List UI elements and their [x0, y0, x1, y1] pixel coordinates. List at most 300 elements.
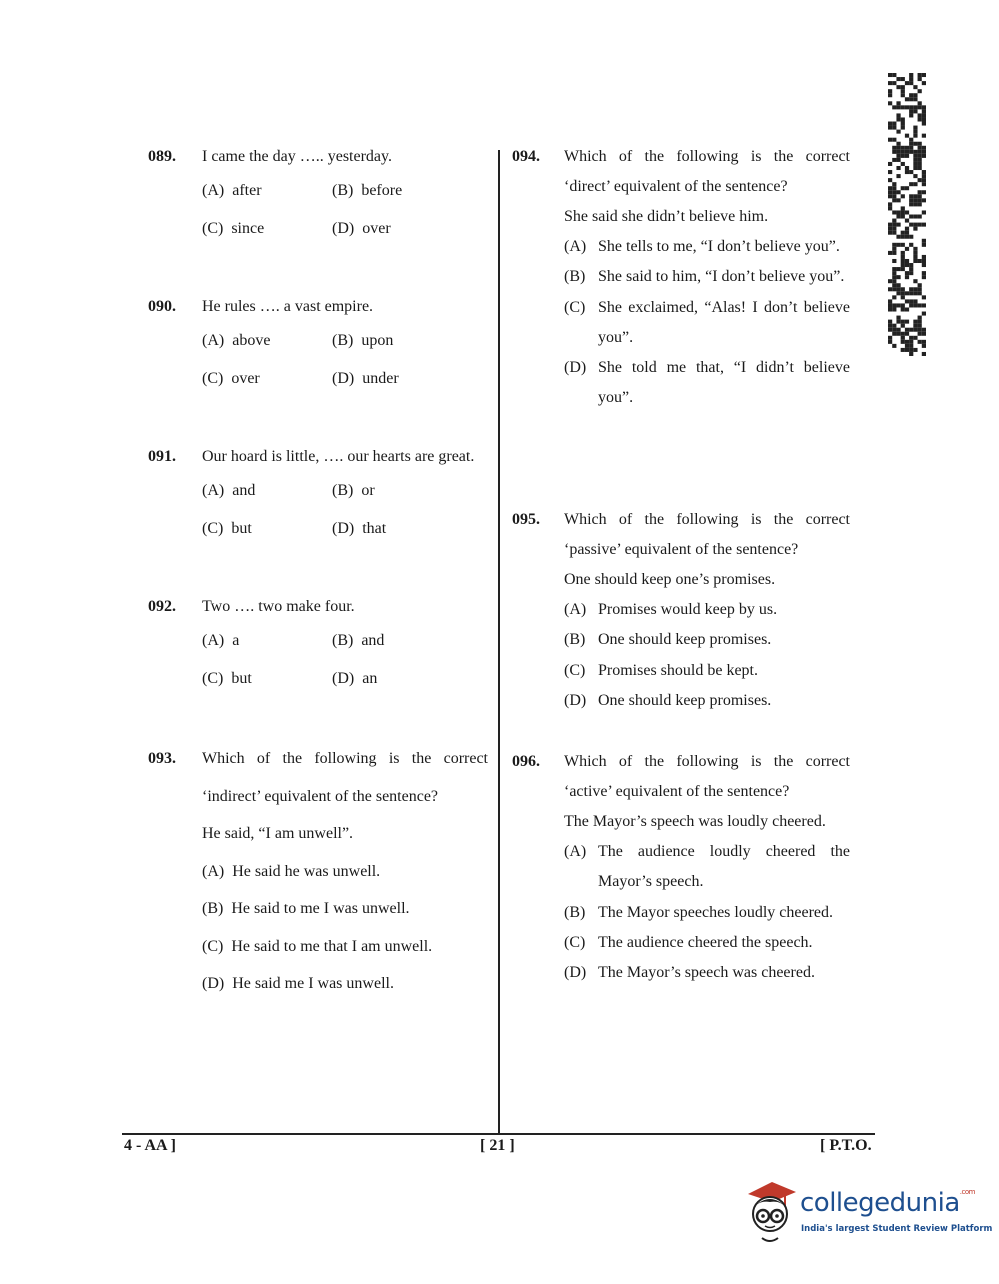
qr-cell: [896, 291, 900, 295]
option-b[interactable]: [564, 625, 850, 655]
option-text: The audience loudly cheered the Mayor’s speech.: [598, 843, 850, 891]
qr-cell: [905, 328, 909, 332]
qr-cell: [901, 105, 905, 109]
option-a[interactable]: [202, 853, 488, 891]
option-label: (C): [202, 519, 224, 537]
qr-cell: [892, 307, 896, 311]
qr-cell: [913, 227, 917, 231]
qr-cell: [918, 320, 922, 324]
qr-cell: [918, 194, 922, 198]
option-text: One should keep promises.: [598, 631, 772, 649]
qr-cell: [888, 73, 892, 77]
qr-cell: [901, 324, 905, 328]
question-sentence: She said she didn’t believe him.: [564, 208, 769, 225]
qr-cell: [913, 97, 917, 101]
qr-cell: [905, 263, 909, 267]
qr-cell: [918, 154, 922, 158]
qr-cell: [909, 223, 913, 227]
qr-cell: [888, 170, 892, 174]
qr-cell: [892, 198, 896, 202]
option-d[interactable]: [564, 353, 850, 414]
qr-cell: [918, 178, 922, 182]
qr-cell: [901, 126, 905, 130]
qr-cell: [892, 251, 896, 255]
option-a[interactable]: [202, 172, 332, 210]
qr-cell: [901, 154, 905, 158]
qr-cell: [888, 324, 892, 328]
qr-cell: [922, 295, 926, 299]
qr-cell: [922, 170, 926, 174]
option-text: The Mayor’s speech was cheered.: [598, 964, 815, 982]
option-a[interactable]: [202, 622, 332, 660]
option-d[interactable]: [202, 965, 488, 1003]
qr-cell: [892, 328, 896, 332]
option-a[interactable]: [564, 595, 850, 625]
qr-cell: [909, 73, 913, 77]
qr-cell: [913, 223, 917, 227]
qr-cell: [918, 190, 922, 194]
option-label: (D): [564, 359, 587, 377]
qr-cell: [892, 303, 896, 307]
qr-cell: [888, 202, 892, 206]
option-label: (C): [564, 661, 586, 679]
qr-cell: [901, 332, 905, 336]
qr-cell: [922, 312, 926, 316]
qr-cell: [892, 259, 896, 263]
qr-cell: [913, 247, 917, 251]
qr-cell: [922, 340, 926, 344]
qr-cell: [905, 166, 909, 170]
qr-cell: [905, 291, 909, 295]
qr-cell: [913, 279, 917, 283]
option-d[interactable]: [332, 510, 482, 548]
qr-cell: [901, 267, 905, 271]
qr-cell: [896, 146, 900, 150]
option-label: (B): [564, 903, 586, 921]
qr-cell: [905, 307, 909, 311]
qr-cell: [888, 279, 892, 283]
qr-cell: [913, 109, 917, 113]
qr-cell: [901, 194, 905, 198]
qr-cell: [905, 219, 909, 223]
qr-cell: [888, 186, 892, 190]
qr-cell: [909, 303, 913, 307]
qr-cell: [909, 336, 913, 340]
qr-cell: [913, 162, 917, 166]
qr-cell: [913, 299, 917, 303]
qr-cell: [913, 130, 917, 134]
question-091: [148, 442, 488, 592]
qr-cell: [892, 150, 896, 154]
qr-cell: [918, 150, 922, 154]
option-text: She exclaimed, “Alas! I don’t believe you”.: [598, 298, 850, 346]
qr-cell: [913, 198, 917, 202]
qr-cell: [905, 344, 909, 348]
qr-cell: [888, 138, 892, 142]
option-label: (C): [564, 298, 586, 316]
option-text: since: [231, 219, 265, 237]
option-label: (B): [564, 268, 586, 286]
qr-cell: [918, 77, 922, 81]
qr-cell: [913, 126, 917, 130]
qr-cell: [918, 101, 922, 105]
option-text: but: [231, 669, 252, 687]
qr-cell: [888, 320, 892, 324]
qr-cell: [913, 291, 917, 295]
option-text: Promises would keep by us.: [598, 601, 778, 618]
option-label: (C): [202, 937, 224, 955]
qr-cell: [892, 243, 896, 247]
qr-cell: [922, 344, 926, 348]
qr-cell: [905, 227, 909, 231]
qr-cell: [892, 186, 896, 190]
qr-cell: [913, 85, 917, 89]
qr-cell: [896, 113, 900, 117]
qr-cell: [901, 287, 905, 291]
qr-cell: [892, 182, 896, 186]
qr-cell: [901, 215, 905, 219]
qr-cell: [905, 186, 909, 190]
qr-cell: [909, 142, 913, 146]
qr-cell: [896, 243, 900, 247]
option-c[interactable]: [564, 293, 850, 354]
qr-cell: [888, 251, 892, 255]
qr-cell: [896, 77, 900, 81]
qr-cell: [905, 320, 909, 324]
qr-cell: [901, 150, 905, 154]
qr-cell: [909, 271, 913, 275]
option-a[interactable]: [564, 232, 850, 262]
qr-cell: [892, 287, 896, 291]
qr-cell: [909, 291, 913, 295]
option-text: She tells to me, “I don’t believe you”.: [598, 238, 840, 255]
qr-cell: [913, 303, 917, 307]
qr-cell: [905, 348, 909, 352]
question-093: [148, 740, 488, 1003]
qr-cell: [905, 150, 909, 154]
question-sentence: He said, “I am unwell”.: [202, 825, 354, 842]
qr-cell: [922, 263, 926, 267]
logo-wordmark: collegedunia$^{.com}$: [800, 1188, 975, 1218]
qr-cell: [892, 283, 896, 287]
qr-pattern-icon: [888, 73, 926, 356]
option-label: (C): [202, 219, 224, 237]
qr-cell: [888, 231, 892, 235]
qr-cell: [909, 182, 913, 186]
question-number: 089.: [148, 148, 176, 165]
qr-cell: [901, 235, 905, 239]
qr-cell: [909, 267, 913, 271]
option-label: (B): [202, 900, 224, 917]
question-sentence: One should keep one’s promises.: [564, 571, 776, 588]
qr-cell: [901, 77, 905, 81]
question-text: I came the day ….. yesterday.: [202, 148, 392, 165]
qr-cell: [901, 162, 905, 166]
qr-cell: [896, 316, 900, 320]
qr-cell: [896, 101, 900, 105]
qr-cell: [896, 158, 900, 162]
qr-cell: [922, 271, 926, 275]
option-label: (A): [202, 862, 225, 880]
option-b[interactable]: [202, 890, 488, 928]
qr-cell: [909, 235, 913, 239]
question-number: 095.: [512, 511, 540, 528]
qr-cell: [892, 138, 896, 142]
qr-cell: [909, 138, 913, 142]
option-label: (B): [564, 631, 586, 649]
qr-cell: [918, 223, 922, 227]
qr-cell: [918, 142, 922, 146]
qr-cell: [913, 255, 917, 259]
qr-cell: [905, 259, 909, 263]
option-text: that: [362, 519, 387, 537]
option-label: (C): [202, 669, 224, 687]
option-c[interactable]: [202, 928, 488, 966]
option-d[interactable]: [332, 360, 482, 398]
qr-cell: [892, 223, 896, 227]
qr-cell: [913, 150, 917, 154]
option-text: One should keep promises.: [598, 691, 772, 709]
qr-cell: [918, 117, 922, 121]
qr-cell: [913, 287, 917, 291]
qr-cell: [896, 166, 900, 170]
qr-cell: [922, 109, 926, 113]
qr-cell: [896, 303, 900, 307]
qr-cell: [896, 235, 900, 239]
qr-cell: [892, 122, 896, 126]
qr-cell: [918, 73, 922, 77]
qr-cell: [913, 134, 917, 138]
qr-cell: [888, 162, 892, 166]
qr-cell: [922, 113, 926, 117]
qr-cell: [922, 328, 926, 332]
option-a[interactable]: [564, 837, 850, 898]
qr-cell: [909, 146, 913, 150]
qr-cell: [922, 146, 926, 150]
option-b[interactable]: [332, 322, 482, 360]
option-c[interactable]: [202, 660, 332, 698]
option-label: (A): [564, 601, 587, 618]
qr-cell: [892, 81, 896, 85]
qr-cell: [892, 146, 896, 150]
qr-cell: [888, 81, 892, 85]
qr-cell: [918, 166, 922, 170]
qr-cell: [909, 198, 913, 202]
qr-cell: [922, 332, 926, 336]
qr-cell: [913, 194, 917, 198]
qr-cell: [888, 287, 892, 291]
qr-cell: [909, 97, 913, 101]
question-text: Which of the following is the correct ‘direct’ equivalent of the sentence?: [564, 148, 850, 195]
option-c[interactable]: [202, 210, 332, 248]
qr-cell: [901, 251, 905, 255]
qr-cell: [922, 223, 926, 227]
qr-cell: [892, 126, 896, 130]
qr-cell: [913, 251, 917, 255]
qr-cell: [922, 150, 926, 154]
option-b[interactable]: [332, 472, 482, 510]
qr-cell: [905, 299, 909, 303]
option-label: (D): [202, 975, 225, 992]
qr-cell: [913, 154, 917, 158]
qr-cell: [892, 219, 896, 223]
option-b[interactable]: [332, 172, 482, 210]
left-column: [148, 142, 488, 1003]
question-text: Which of the following is the correct ‘passive’ equivalent of the sentence?: [564, 511, 850, 558]
question-number: 090.: [148, 298, 176, 315]
qr-cell: [909, 263, 913, 267]
qr-cell: [888, 340, 892, 344]
option-a[interactable]: [202, 322, 332, 360]
qr-cell: [918, 259, 922, 263]
qr-cell: [905, 146, 909, 150]
option-label: (C): [564, 933, 586, 951]
qr-cell: [888, 206, 892, 210]
qr-cell: [888, 307, 892, 311]
question-number: 094.: [512, 148, 540, 165]
qr-cell: [913, 158, 917, 162]
question-sentence: The Mayor’s speech was loudly cheered.: [564, 813, 826, 830]
options: [202, 322, 488, 397]
qr-cell: [888, 122, 892, 126]
qr-cell: [905, 247, 909, 251]
qr-cell: [909, 194, 913, 198]
qr-cell: [909, 215, 913, 219]
qr-cell: [909, 287, 913, 291]
qr-cell: [892, 247, 896, 251]
option-text: under: [362, 369, 399, 387]
qr-cell: [913, 142, 917, 146]
qr-cell: [892, 324, 896, 328]
qr-cell: [896, 117, 900, 121]
logo-tagline: India's largest Student Review Platform: [801, 1224, 993, 1234]
qr-cell: [901, 210, 905, 214]
qr-cell: [896, 223, 900, 227]
option-label: (A): [564, 843, 587, 860]
qr-cell: [913, 320, 917, 324]
qr-cell: [913, 348, 917, 352]
option-text: He said to me I was unwell.: [231, 900, 410, 917]
option-text: above: [232, 332, 271, 349]
qr-cell: [905, 105, 909, 109]
option-text: a: [232, 632, 240, 649]
qr-cell: [896, 174, 900, 178]
qr-cell: [896, 190, 900, 194]
qr-cell: [905, 340, 909, 344]
option-c[interactable]: [202, 360, 332, 398]
qr-cell: [909, 328, 913, 332]
option-label: (D): [564, 691, 587, 709]
qr-cell: [896, 85, 900, 89]
qr-cell: [892, 344, 896, 348]
option-label: (A): [202, 632, 225, 649]
qr-cell: [901, 93, 905, 97]
option-c[interactable]: [564, 928, 850, 958]
qr-cell: [909, 93, 913, 97]
qr-cell: [892, 275, 896, 279]
option-d[interactable]: [332, 210, 482, 248]
question-text: Two …. two make four.: [202, 598, 355, 615]
option-label: (B): [332, 182, 354, 199]
option-text: but: [231, 519, 252, 537]
qr-cell: [909, 109, 913, 113]
option-label: (A): [202, 182, 225, 199]
qr-cell: [909, 113, 913, 117]
qr-cell: [896, 105, 900, 109]
qr-cell: [901, 307, 905, 311]
option-b[interactable]: [564, 898, 850, 928]
option-c[interactable]: [202, 510, 332, 548]
option-label: (C): [202, 369, 224, 387]
qr-cell: [918, 328, 922, 332]
option-text: after: [232, 182, 262, 199]
qr-cell: [901, 295, 905, 299]
qr-cell: [909, 348, 913, 352]
qr-cell: [922, 73, 926, 77]
qr-cell: [901, 303, 905, 307]
qr-cell: [905, 81, 909, 85]
option-label: (B): [332, 482, 354, 499]
option-a[interactable]: [202, 472, 332, 510]
qr-cell: [909, 105, 913, 109]
options: [202, 622, 488, 697]
qr-cell: [913, 174, 917, 178]
qr-cell: [918, 287, 922, 291]
option-d[interactable]: [564, 686, 850, 716]
question-number: 093.: [148, 750, 176, 767]
options: [202, 172, 488, 247]
qr-cell: [896, 287, 900, 291]
qr-cell: [909, 299, 913, 303]
qr-cell: [905, 332, 909, 336]
qr-cell: [913, 324, 917, 328]
option-c[interactable]: [564, 656, 850, 686]
qr-cell: [896, 320, 900, 324]
qr-cell: [892, 279, 896, 283]
qr-cell: [909, 344, 913, 348]
qr-cell: [888, 328, 892, 332]
qr-cell: [905, 271, 909, 275]
qr-cell: [918, 303, 922, 307]
qr-cell: [892, 158, 896, 162]
qr-cell: [896, 198, 900, 202]
qr-cell: [905, 231, 909, 235]
qr-cell: [918, 324, 922, 328]
qr-cell: [913, 166, 917, 170]
question-number: 091.: [148, 448, 176, 465]
option-text: The Mayor speeches loudly cheered.: [598, 903, 834, 921]
option-text: and: [232, 482, 256, 499]
qr-cell: [922, 255, 926, 259]
option-d[interactable]: [564, 958, 850, 988]
qr-cell: [892, 194, 896, 198]
option-text: She told me that, “I didn’t believe you”.: [598, 359, 850, 407]
qr-cell: [901, 206, 905, 210]
option-text: or: [361, 482, 375, 499]
qr-cell: [913, 93, 917, 97]
option-d[interactable]: [332, 660, 482, 698]
qr-cell: [913, 182, 917, 186]
qr-cell: [888, 303, 892, 307]
qr-cell: [909, 352, 913, 356]
qr-cell: [901, 291, 905, 295]
qr-cell: [888, 93, 892, 97]
qr-cell: [888, 89, 892, 93]
option-b[interactable]: [332, 622, 482, 660]
qr-cell: [918, 146, 922, 150]
qr-cell: [892, 210, 896, 214]
option-b[interactable]: [564, 262, 850, 292]
